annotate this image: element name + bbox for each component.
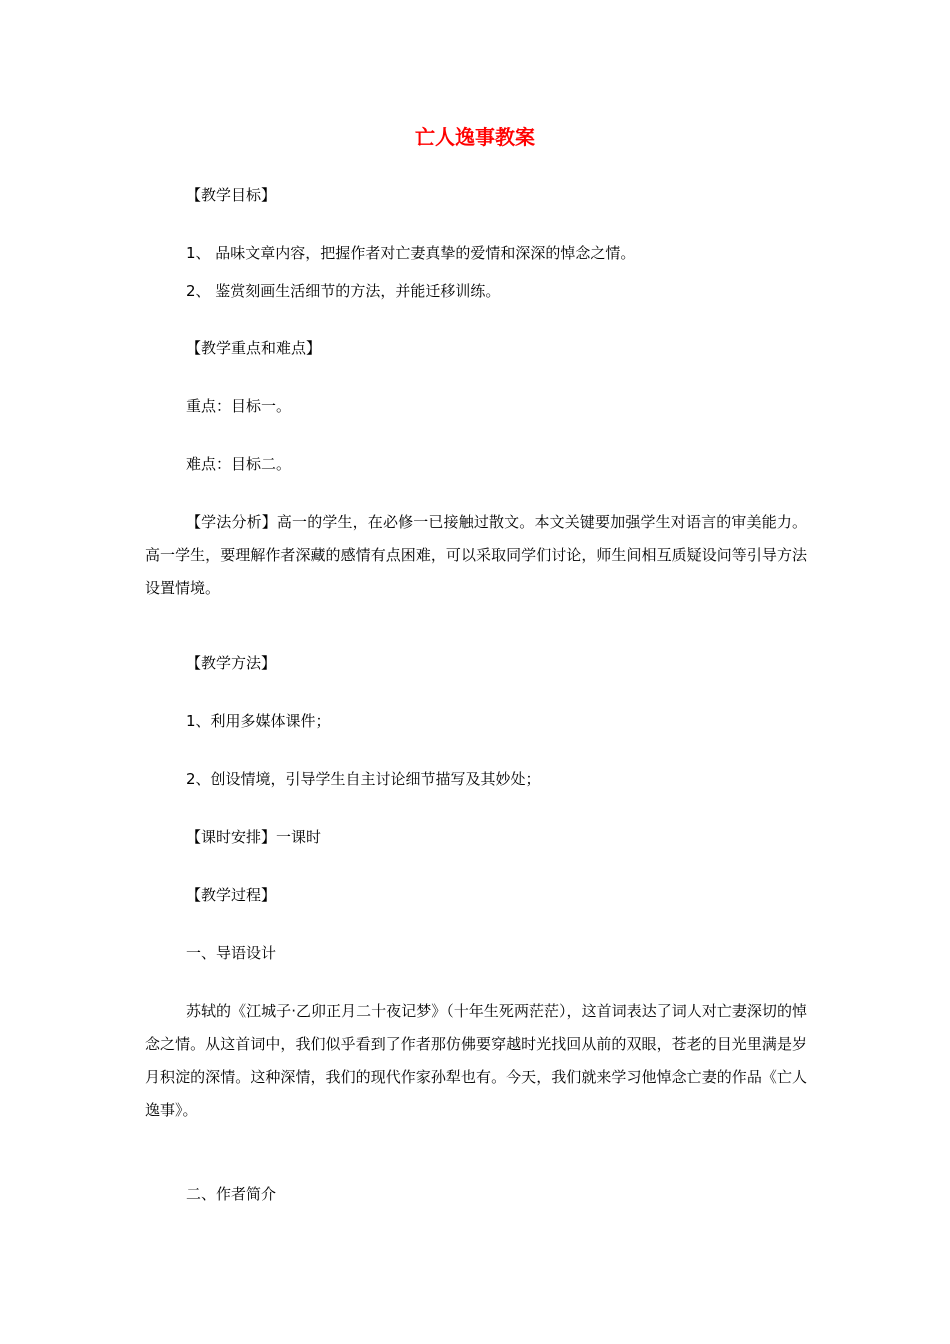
- methods-heading: 【教学方法】: [186, 654, 277, 672]
- method-item-1: 1、利用多媒体课件；: [186, 712, 331, 730]
- key-point-focus: 重点：目标一。: [186, 397, 292, 415]
- process-section-1: 一、导语设计: [186, 944, 277, 962]
- objective-item-2: 2、 鉴赏刻画生活细节的方法，并能迁移训练。: [186, 282, 501, 300]
- intro-paragraph: 苏轼的《江城子·乙卯正月二十夜记梦》（十年生死两茫茫），这首词表达了词人对亡妻深切的悼念之情。从这首词中，我们似乎看到了作者那仿佛要穿越时光找回从前的双眼，苍老的目光里满是岁月积淀的深情。这种深情，我们的现代作家孙犁也有。今天，我们就来学习他悼念亡妻的作品《亡人逸事》。: [145, 1002, 807, 1119]
- process-section-2: 二、作者简介: [186, 1185, 277, 1203]
- objective-item-1: 1、 品味文章内容，把握作者对亡妻真挚的爱情和深深的悼念之情。: [186, 244, 636, 262]
- schedule-line: 【课时安排】一课时: [186, 828, 322, 846]
- key-points-heading: 【教学重点和难点】: [186, 339, 322, 357]
- document-title: 亡人逸事教案: [415, 125, 535, 149]
- key-point-difficulty: 难点：目标二。: [186, 455, 292, 473]
- method-item-2: 2、创设情境，引导学生自主讨论细节描写及其妙处；: [186, 770, 541, 788]
- analysis-paragraph: 【学法分析】高一的学生，在必修一已接触过散文。本文关键要加强学生对语言的审美能力。高一学生，要理解作者深藏的感情有点困难，可以采取同学们讨论，师生间相互质疑设问等引导方法设置情境。: [145, 513, 807, 597]
- process-heading: 【教学过程】: [186, 886, 277, 904]
- objectives-heading: 【教学目标】: [186, 186, 277, 204]
